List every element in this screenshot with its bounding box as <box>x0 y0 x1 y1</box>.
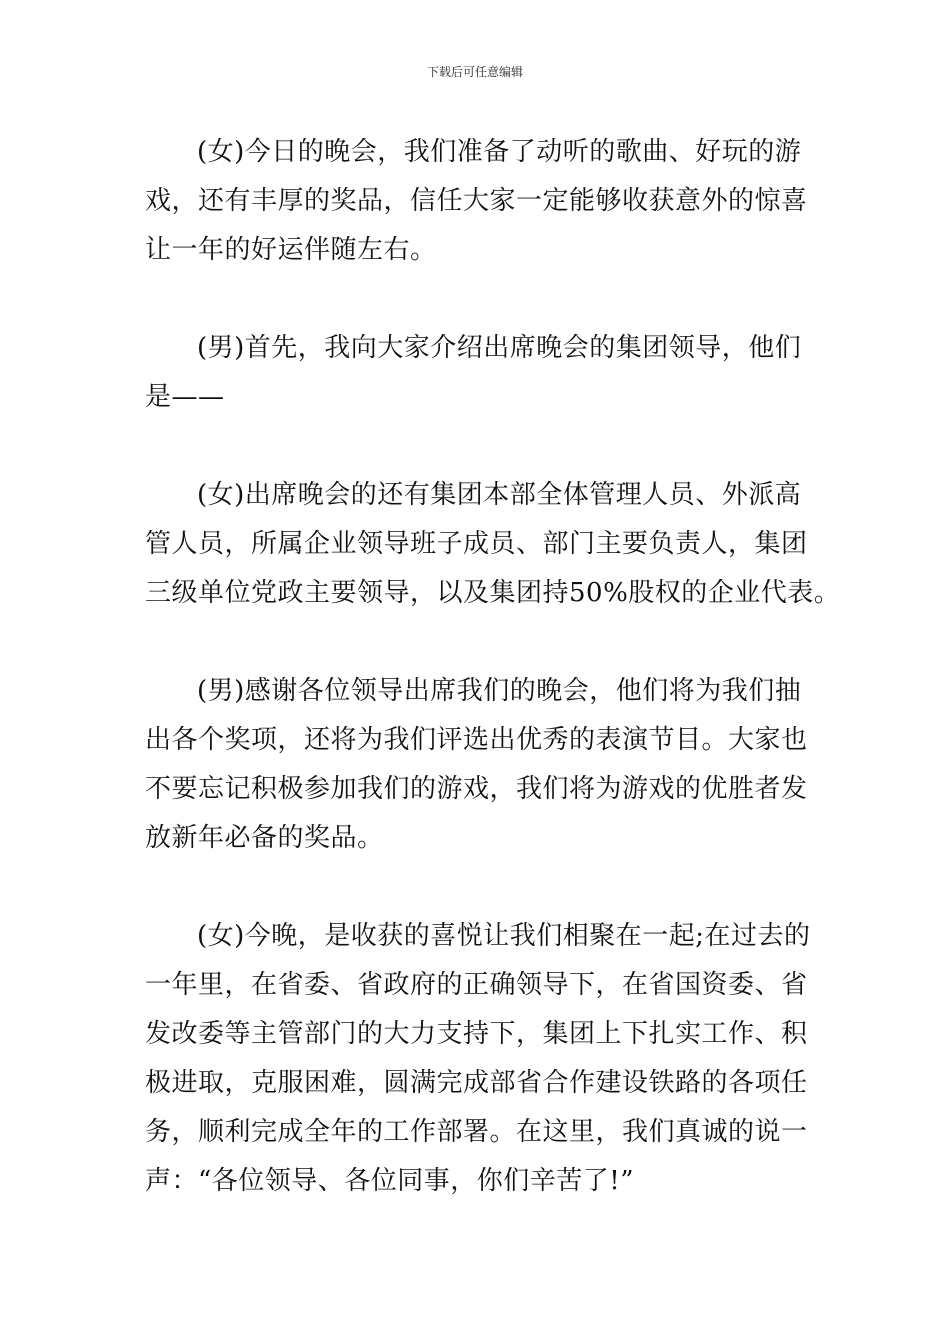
text-line: 声：“各位领导、各位同事，你们辛苦了!” <box>145 1166 635 1196</box>
text-line: (男)感谢各位领导出席我们的晚会，他们将为我们抽 <box>197 676 802 706</box>
document-body <box>145 128 841 1255</box>
text-line: 极进取，克服困难，圆满完成部省合作建设铁路的各项任 <box>145 1068 808 1098</box>
text-line: (女)今日的晚会，我们准备了动听的歌曲、好玩的游 <box>197 137 802 167</box>
text-line: 放新年必备的奖品。 <box>145 823 384 853</box>
paragraph-male-2 <box>145 667 808 863</box>
paragraph-female-1 <box>145 128 808 275</box>
paragraph-female-2 <box>145 471 841 618</box>
text-line: 发改委等主管部门的大力支持下，集团上下扎实工作、积 <box>145 1019 808 1049</box>
paragraph-male-1 <box>145 324 805 422</box>
page-header-note: 下载后可任意编辑 <box>426 65 523 79</box>
paragraph-female-3 <box>145 912 811 1206</box>
text-line: 三级单位党政主要领导，以及集团持50%股权的企业代表。 <box>145 578 841 608</box>
text-line: 务，顺利完成全年的工作部署。在这里，我们真诚的说一 <box>145 1117 808 1147</box>
text-line: 让一年的好运伴随左右。 <box>145 235 437 265</box>
text-line: 出各个奖项，还将为我们评选出优秀的表演节目。大家也 <box>145 725 808 755</box>
text-line: 是—— <box>145 382 225 412</box>
text-line: (女)出席晚会的还有集团本部全体管理人员、外派高 <box>197 480 802 510</box>
text-line: 戏，还有丰厚的奖品，信任大家一定能够收获意外的惊喜 <box>145 186 808 216</box>
text-line: (男)首先，我向大家介绍出席晚会的集团领导，他们 <box>197 333 802 363</box>
text-line: 管人员，所属企业领导班子成员、部门主要负责人，集团 <box>145 529 808 559</box>
text-line: 不要忘记积极参加我们的游戏，我们将为游戏的优胜者发 <box>145 774 808 804</box>
text-line: (女)今晚，是收获的喜悦让我们相聚在一起;在过去的 <box>197 921 811 951</box>
text-line: 一年里，在省委、省政府的正确领导下，在省国资委、省 <box>145 970 808 1000</box>
